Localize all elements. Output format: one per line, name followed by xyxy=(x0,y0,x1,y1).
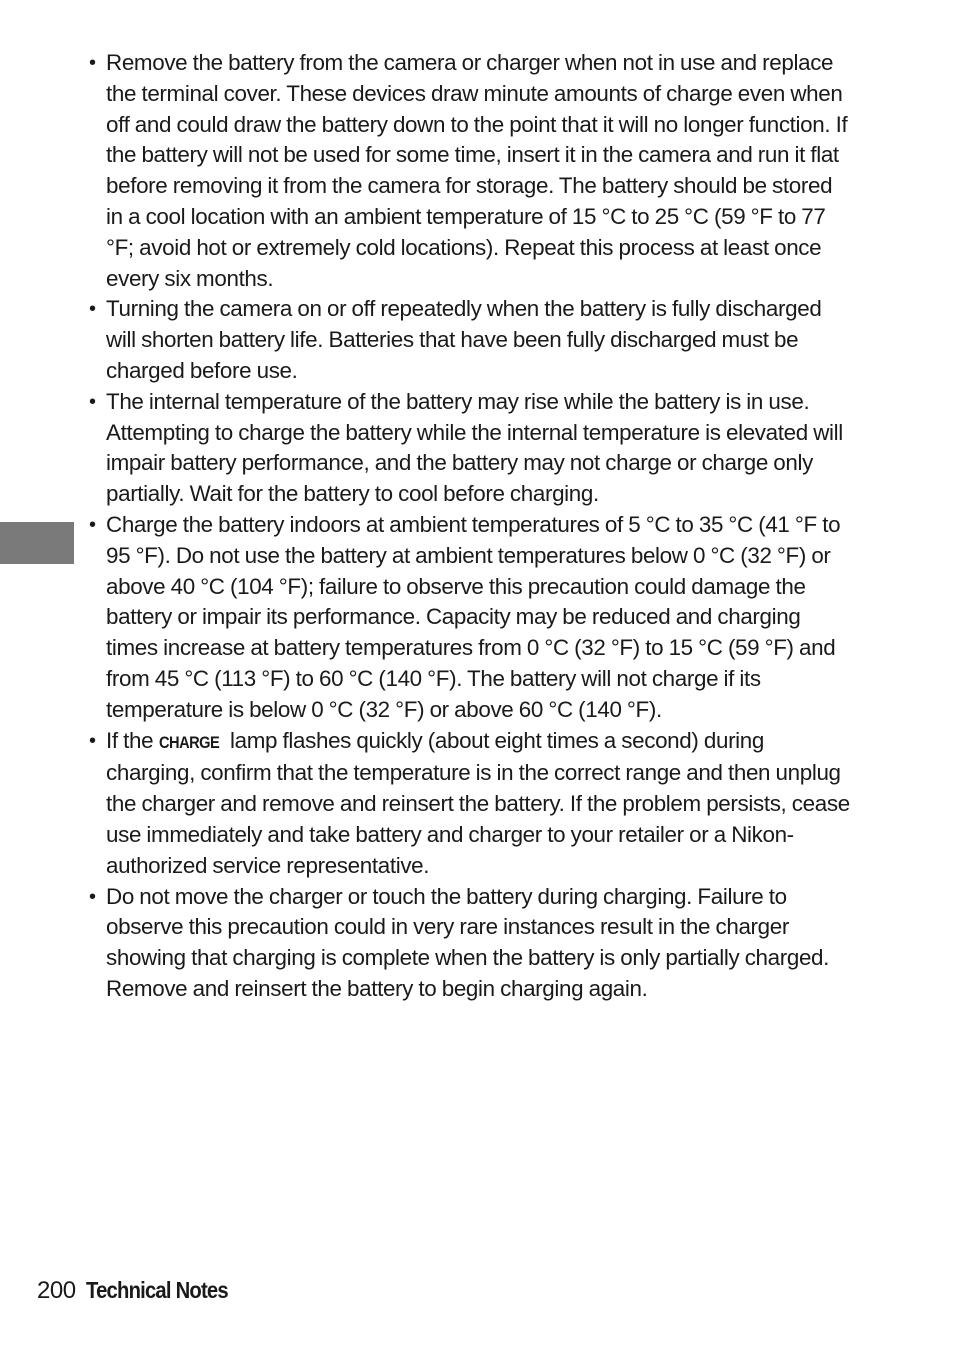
list-item xyxy=(88,726,854,882)
list-item xyxy=(88,48,854,294)
list-item-text-before: If the xyxy=(106,727,154,753)
bullet-icon: • xyxy=(89,513,96,536)
list-item xyxy=(88,387,854,510)
list-item xyxy=(88,294,854,386)
list-item-text: Charge the battery indoors at ambient temperatures of 5 °C to 35 °C (41 °F to 95 °F). Do not use the battery at ambient temperatures below 0 °C (32 °F) or above 40 °C (104 °F); failure to observe this precaution could damage the battery or impair its performance. Capacity may be reduced and charging times increase at battery temperatures from 0 °C (32 °F) to 15 °C (59 °F) and from 45 °C (113 °F) to 60 °C (140 °F). The battery will not charge if its temperature is below 0 °C (32 °F) or above 60 °C (140 °F). xyxy=(106,511,841,722)
page-footer xyxy=(37,1277,247,1309)
bullet-icon: • xyxy=(89,885,96,908)
bullet-icon: • xyxy=(89,298,96,321)
charge-lamp-label: CHARGE xyxy=(158,732,219,752)
bullet-icon: • xyxy=(89,729,96,752)
section-title: Technical Notes xyxy=(85,1277,228,1303)
battery-precautions-list xyxy=(88,48,854,1005)
chapter-side-tab xyxy=(0,522,74,564)
list-item-text: The internal temperature of the battery may rise while the battery is in use. Attempting to charge the battery while the internal temperature is elevated will impair battery performance, and the battery may not charge or charge only partially. Wait for the battery to cool before charging. xyxy=(106,388,843,507)
list-item xyxy=(88,882,854,1005)
bullet-icon: • xyxy=(89,390,96,413)
list-item-text: Remove the battery from the camera or charger when not in use and replace the terminal cover. These devices draw minute amounts of charge even when off and could draw the battery down to the point that it will no longer function. If the battery will not be used for some time, insert it in the camera and run it flat before removing it from the camera for storage. The battery should be stored in a cool location with an ambient temperature of 15 °C to 25 °C (59 °F to 77 °F; avoid hot or extremely cold locations). Repeat this process at least once every six months. xyxy=(106,50,848,291)
list-item-text: Turning the camera on or off repeatedly when the battery is fully discharged will shorten battery life. Batteries that have been fully discharged must be charged before use. xyxy=(106,296,822,383)
list-item-text-after: lamp flashes quickly (about eight times a second) during charging, confirm that the temperature is in the correct range and then unplug the charger and remove and reinsert the battery. If the problem persists, cease use immediately and take battery and charger to your retailer or a Nikon-authorized service representative. xyxy=(106,727,850,878)
bullet-icon: • xyxy=(89,52,96,74)
page-number: 200 xyxy=(37,1277,76,1304)
list-item xyxy=(88,510,854,726)
list-item-text: Do not move the charger or touch the battery during charging. Failure to observe this precaution could in very rare instances result in the charger showing that charging is complete when the battery is only partially charged. Remove and reinsert the battery to begin charging again. xyxy=(106,883,830,1001)
